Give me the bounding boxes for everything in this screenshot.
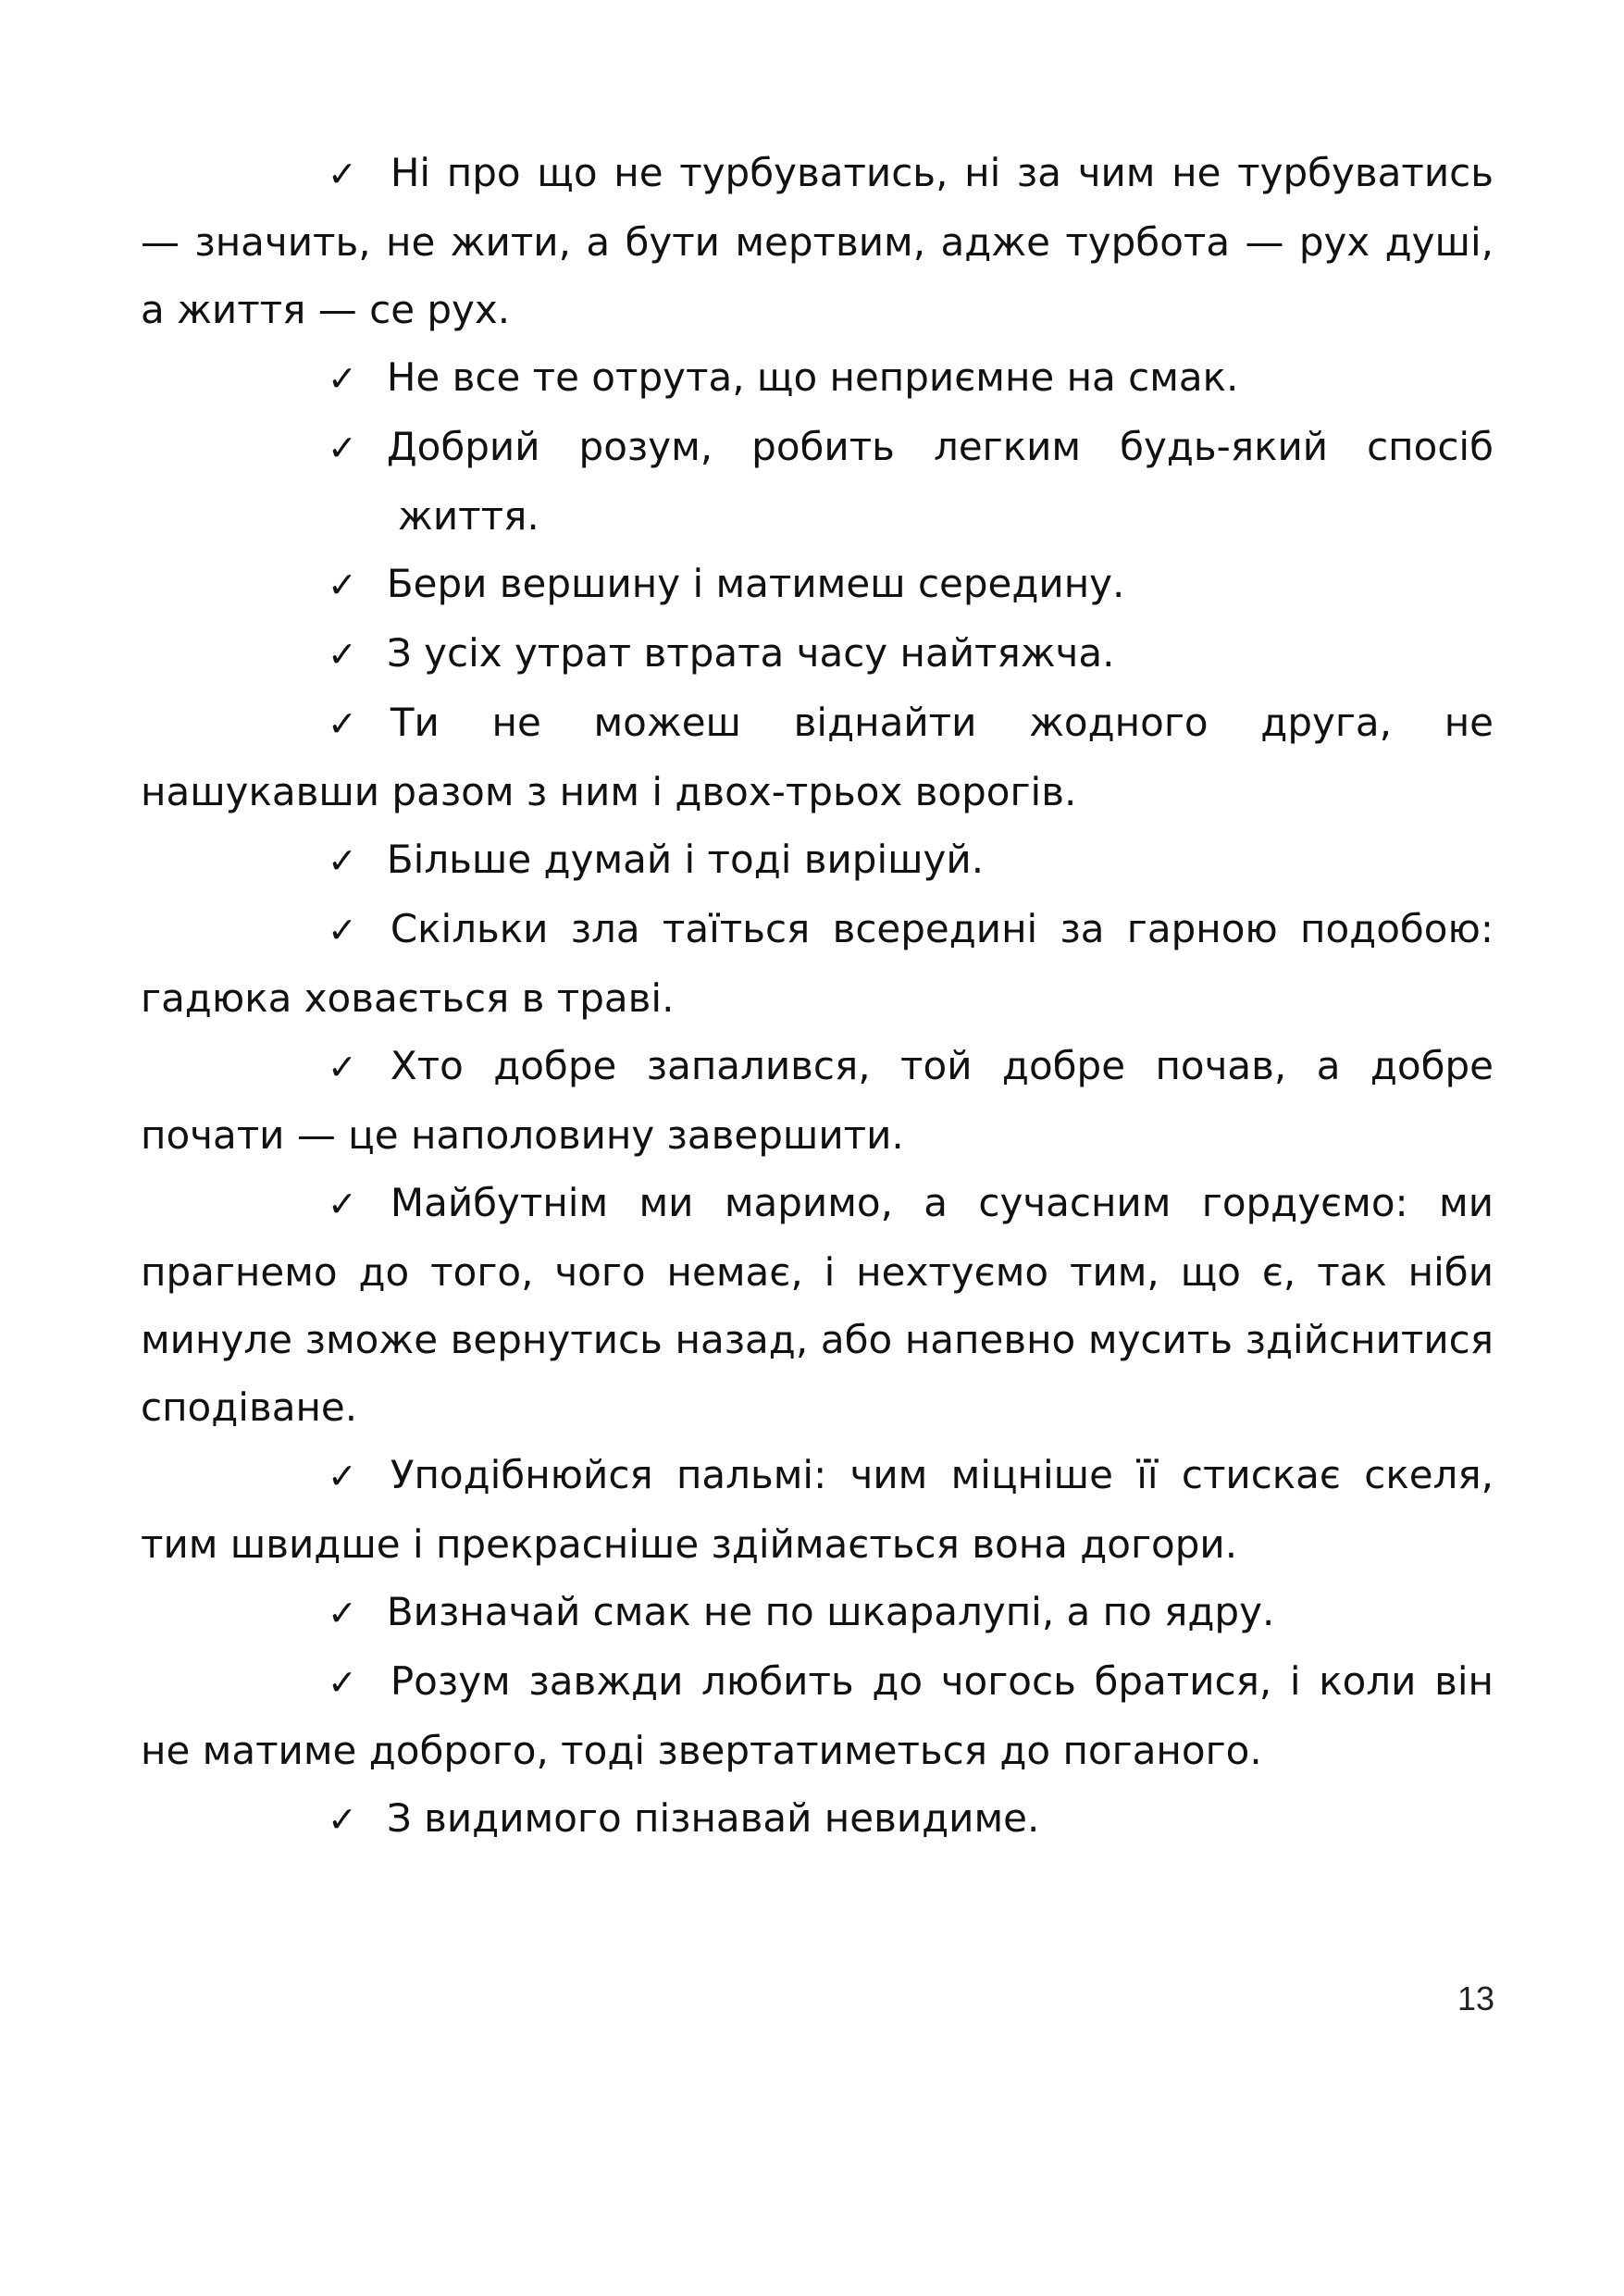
checkmark-icon: ✓ <box>328 1047 357 1087</box>
list-item-text: Ні про що не турбуватись, ні за чим не турбуватись — значить, не жити, а бути мертвим, адже турбота — рух душі, а життя — се рух. <box>141 150 1494 332</box>
list-item-text: Ти не можеш віднайти жодного друга, не нашукавши разом з ним і двох-трьох ворогів. <box>141 700 1494 814</box>
list-item-text: З усіх утрат втрата часу найтяжча. <box>386 630 1115 676</box>
checkmark-icon: ✓ <box>328 428 357 468</box>
list-item-text: Уподібнюйся пальмі: чим міцніше її стискає скеля, тим швидше і прекрасніше здіймається вона догори. <box>141 1452 1494 1567</box>
checkmark-icon: ✓ <box>328 1184 357 1224</box>
list-item <box>141 619 1494 689</box>
checkmark-icon: ✓ <box>328 1593 357 1633</box>
list-item <box>141 1032 1494 1169</box>
checkmark-icon: ✓ <box>328 154 357 194</box>
list-item <box>141 1169 1494 1441</box>
checkmark-icon: ✓ <box>328 910 357 950</box>
checkmark-icon: ✓ <box>328 634 357 675</box>
checkmark-icon: ✓ <box>328 565 357 605</box>
aphorism-list <box>141 139 1494 1854</box>
list-item-text: З видимого пізнавай невидиме. <box>386 1795 1040 1841</box>
checkmark-icon: ✓ <box>328 703 357 744</box>
page-number: 13 <box>1457 1980 1494 2017</box>
list-item <box>141 1784 1494 1854</box>
list-item <box>141 139 1494 343</box>
list-item <box>141 825 1494 895</box>
checkmark-icon: ✓ <box>328 1456 357 1496</box>
list-item <box>141 550 1494 619</box>
list-item-text: Більше думай і тоді вирішуй. <box>386 837 985 882</box>
list-item <box>141 1647 1494 1784</box>
list-item-text: Добрий розум, робить легким будь-який спосіб життя. <box>386 424 1494 539</box>
checkmark-icon: ✓ <box>328 840 357 881</box>
list-item <box>141 343 1494 413</box>
list-item <box>141 689 1494 825</box>
list-item <box>141 413 1494 550</box>
list-item-text: Хто добре запалився, той добре почав, а добре почати — це наполовину завершити. <box>141 1043 1494 1158</box>
list-item-text: Скільки зла таїться всередині за гарною подобою: гадюка ховається в траві. <box>141 906 1494 1021</box>
list-item-text: Бери вершину і матимеш середину. <box>386 561 1125 606</box>
list-item <box>141 895 1494 1032</box>
list-item-text: Не все те отрута, що неприємне на смак. <box>386 354 1239 400</box>
checkmark-icon: ✓ <box>328 1662 357 1703</box>
list-item-text: Майбутнім ми маримо, а сучасним гордуємо: ми прагнемо до того, чого немає, і нехтуємо тим, що є, так ніби минуле зможе вернутись назад, або напевно мусить здійснитися сподіване. <box>141 1180 1494 1430</box>
list-item-text: Розум завжди любить до чогось братися, і коли він не матиме доброго, тоді звертатиметься до поганого. <box>141 1658 1494 1773</box>
checkmark-icon: ✓ <box>328 1799 357 1840</box>
checkmark-icon: ✓ <box>328 358 357 399</box>
list-item <box>141 1578 1494 1647</box>
list-item-text: Визначай смак не по шкаралупі, а по ядру. <box>386 1589 1275 1634</box>
list-item <box>141 1441 1494 1578</box>
